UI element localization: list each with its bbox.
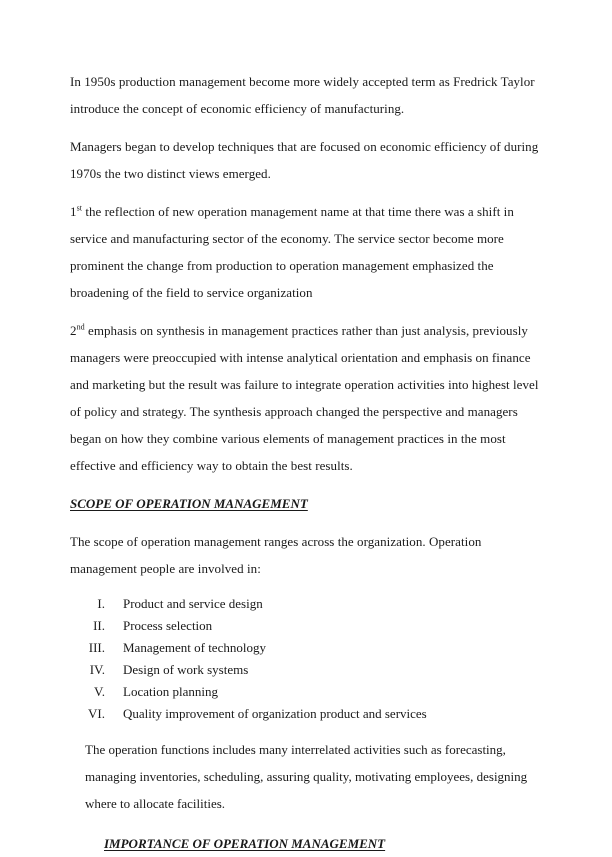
- list-item-numeral: III.: [88, 640, 105, 655]
- scope-intro-paragraph: The scope of operation management ranges across the organization. Operation management people are involved in:: [70, 534, 482, 576]
- list-item-label: Management of technology: [123, 640, 266, 655]
- list-item: [70, 637, 540, 658]
- list-item-label: Product and service design: [123, 596, 263, 611]
- list-item-label: Design of work systems: [123, 662, 249, 677]
- list-item-numeral: II.: [93, 618, 105, 633]
- paragraph-1: In 1950s production management become more widely accepted term as Fredrick Taylor introduce the concept of economic efficiency of manufacturing.: [70, 74, 535, 116]
- paragraph-ordinal-first: [70, 198, 540, 306]
- ordinal-number-1: 1: [70, 204, 77, 219]
- ordinal-suffix-st: st: [76, 203, 83, 213]
- ordinal-number-2: 2: [70, 323, 77, 338]
- list-item-label: Process selection: [123, 618, 213, 633]
- paragraph-ordinal-second: [70, 317, 540, 479]
- closing-paragraph: The operation functions includes many interrelated activities such as forecasting, managing inventories, scheduling, assuring quality, motivating employees, designing where to allocate facilities.: [85, 742, 528, 811]
- list-item: [70, 593, 540, 614]
- list-item-label: Location planning: [123, 684, 218, 699]
- ordinal-text-2: emphasis on synthesis in management practices rather than just analysis, previously managers were preoccupied with intense analytical orientation and emphasis on finance and marketing but the result was failure to integrate operation activities into highest level of policy and strategy. The synthesis approach changed the perspective and managers began on how they combine various elements of management practices in the most effective and efficiency way to obtain the best results.: [70, 323, 539, 473]
- paragraph-2: Managers began to develop techniques that are focused on economic efficiency of during 1970s the two distinct views emerged.: [70, 139, 539, 181]
- ordinal-text-1: the reflection of new operation management name at that time there was a shift in service and manufacturing sector of the economy. The service sector become more prominent the change from production to operation management emphasized the broadening of the field to service organization: [70, 204, 514, 300]
- ordinal-suffix-nd: nd: [76, 322, 85, 332]
- list-item: [70, 615, 540, 636]
- section-heading-scope-wrapper: [70, 490, 540, 517]
- scope-roman-list: [70, 593, 540, 724]
- list-item-numeral: I.: [97, 596, 105, 611]
- list-item-numeral: V.: [94, 684, 105, 699]
- list-item-label: Quality improvement of organization product and services: [123, 706, 427, 721]
- list-item: [70, 703, 540, 724]
- list-item-numeral: IV.: [89, 662, 105, 677]
- list-item: [70, 659, 540, 680]
- list-item-numeral: VI.: [88, 706, 105, 721]
- list-item: [70, 681, 540, 702]
- section-heading-scope: SCOPE OF OPERATION MANAGEMENT: [70, 496, 308, 511]
- section-heading-importance: IMPORTANCE OF OPERATION MANAGEMENT: [104, 836, 386, 851]
- section-heading-importance-wrapper: [104, 830, 540, 857]
